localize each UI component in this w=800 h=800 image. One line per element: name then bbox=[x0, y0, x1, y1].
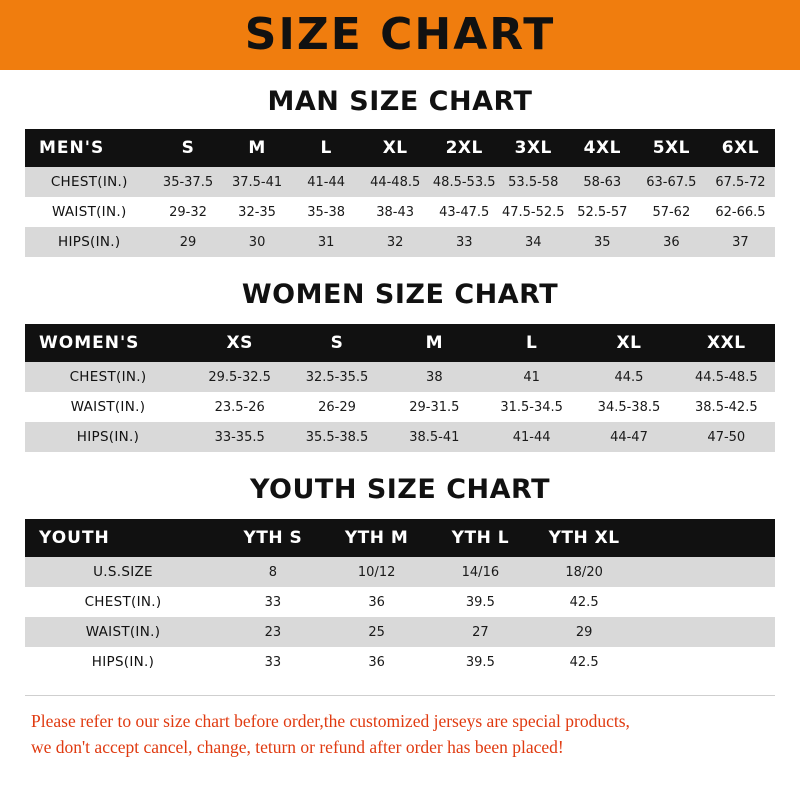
table-cell: 42.5 bbox=[532, 587, 636, 617]
table-cell: 41-44 bbox=[483, 422, 580, 452]
table-cell-spacer bbox=[636, 557, 775, 587]
table-cell: 44.5 bbox=[580, 362, 677, 392]
table-cell: 38.5-41 bbox=[386, 422, 483, 452]
footer-line-1: Please refer to our size chart before order,the customized jerseys are special products, bbox=[31, 711, 630, 731]
table-cell: 41 bbox=[483, 362, 580, 392]
column-header: M bbox=[425, 333, 444, 353]
column-header: MEN'S bbox=[39, 138, 105, 158]
table-row bbox=[25, 587, 775, 617]
row-label: CHEST(IN.) bbox=[25, 587, 221, 617]
table-cell: 18/20 bbox=[532, 557, 636, 587]
column-header: M bbox=[248, 138, 266, 158]
table-cell: 33-35.5 bbox=[191, 422, 288, 452]
table-row bbox=[25, 197, 775, 227]
table-cell: 10/12 bbox=[325, 557, 429, 587]
table-row bbox=[25, 647, 775, 677]
table-cell: 63-67.5 bbox=[637, 167, 706, 197]
column-header: YTH L bbox=[451, 528, 510, 548]
table-header-row bbox=[25, 129, 775, 167]
row-label: HIPS(IN.) bbox=[25, 227, 154, 257]
table-row bbox=[25, 392, 775, 422]
section-title-men: MAN SIZE CHART bbox=[267, 86, 533, 117]
table-cell: 43-47.5 bbox=[430, 197, 499, 227]
table-cell: 29 bbox=[532, 617, 636, 647]
column-header: XS bbox=[226, 333, 253, 353]
table-cell: 32 bbox=[361, 227, 430, 257]
column-header: XXL bbox=[707, 333, 746, 353]
footer-line-2: we don't accept cancel, change, teturn or refund after order has been placed! bbox=[31, 737, 564, 758]
row-label: CHEST(IN.) bbox=[25, 362, 191, 392]
column-header: 2XL bbox=[445, 138, 483, 158]
table-cell: 35 bbox=[568, 227, 637, 257]
table-cell: 27 bbox=[429, 617, 533, 647]
column-header: WOMEN'S bbox=[39, 333, 140, 353]
column-header: S bbox=[330, 333, 344, 353]
table-cell: 44-48.5 bbox=[361, 167, 430, 197]
table-row bbox=[25, 557, 775, 587]
column-header: YTH S bbox=[243, 528, 303, 548]
men-size-table bbox=[25, 129, 775, 257]
table-cell: 14/16 bbox=[429, 557, 533, 587]
column-header: 4XL bbox=[583, 138, 621, 158]
table-cell: 8 bbox=[221, 557, 325, 587]
table-cell: 48.5-53.5 bbox=[430, 167, 499, 197]
table-cell: 23 bbox=[221, 617, 325, 647]
table-cell: 34 bbox=[499, 227, 568, 257]
row-label: WAIST(IN.) bbox=[25, 197, 154, 227]
table-cell: 33 bbox=[221, 587, 325, 617]
column-header-spacer bbox=[636, 519, 775, 557]
column-header: YOUTH bbox=[39, 528, 110, 548]
table-cell: 36 bbox=[637, 227, 706, 257]
table-cell: 29.5-32.5 bbox=[191, 362, 288, 392]
table-cell-spacer bbox=[636, 647, 775, 677]
table-cell: 44-47 bbox=[580, 422, 677, 452]
table-cell: 52.5-57 bbox=[568, 197, 637, 227]
table-cell: 62-66.5 bbox=[706, 197, 775, 227]
table-cell: 38 bbox=[386, 362, 483, 392]
table-header-row bbox=[25, 324, 775, 362]
table-cell-spacer bbox=[636, 587, 775, 617]
table-cell: 53.5-58 bbox=[499, 167, 568, 197]
table-cell: 41-44 bbox=[292, 167, 361, 197]
table-cell: 29-32 bbox=[154, 197, 223, 227]
table-cell: 36 bbox=[325, 587, 429, 617]
column-header: YTH XL bbox=[548, 528, 620, 548]
table-cell: 38.5-42.5 bbox=[678, 392, 775, 422]
table-cell: 36 bbox=[325, 647, 429, 677]
table-cell: 33 bbox=[221, 647, 325, 677]
content-area bbox=[0, 86, 800, 761]
table-cell: 33 bbox=[430, 227, 499, 257]
table-cell: 35-37.5 bbox=[154, 167, 223, 197]
table-row bbox=[25, 362, 775, 392]
column-header: 3XL bbox=[514, 138, 552, 158]
table-cell: 58-63 bbox=[568, 167, 637, 197]
table-row bbox=[25, 167, 775, 197]
table-row bbox=[25, 227, 775, 257]
table-cell: 32-35 bbox=[223, 197, 292, 227]
row-label: HIPS(IN.) bbox=[25, 647, 221, 677]
header-banner bbox=[0, 0, 800, 70]
table-cell: 29 bbox=[154, 227, 223, 257]
section-title-youth: YOUTH SIZE CHART bbox=[249, 474, 551, 505]
table-cell: 30 bbox=[223, 227, 292, 257]
table-row bbox=[25, 617, 775, 647]
table-cell: 39.5 bbox=[429, 587, 533, 617]
column-header: L bbox=[525, 333, 538, 353]
table-cell: 67.5-72 bbox=[706, 167, 775, 197]
table-cell: 57-62 bbox=[637, 197, 706, 227]
row-label: WAIST(IN.) bbox=[25, 392, 191, 422]
table-cell: 47-50 bbox=[678, 422, 775, 452]
table-row bbox=[25, 422, 775, 452]
table-cell: 31.5-34.5 bbox=[483, 392, 580, 422]
row-label: WAIST(IN.) bbox=[25, 617, 221, 647]
page-title: SIZE CHART bbox=[244, 9, 556, 60]
table-cell: 47.5-52.5 bbox=[499, 197, 568, 227]
row-label: HIPS(IN.) bbox=[25, 422, 191, 452]
table-cell: 42.5 bbox=[532, 647, 636, 677]
footer-disclaimer bbox=[25, 695, 775, 761]
column-header: XL bbox=[382, 138, 408, 158]
table-cell: 31 bbox=[292, 227, 361, 257]
table-cell-spacer bbox=[636, 617, 775, 647]
table-cell: 37 bbox=[706, 227, 775, 257]
table-cell: 35-38 bbox=[292, 197, 361, 227]
table-cell: 35.5-38.5 bbox=[288, 422, 385, 452]
column-header: 5XL bbox=[652, 138, 690, 158]
table-cell: 25 bbox=[325, 617, 429, 647]
column-header: 6XL bbox=[721, 138, 760, 158]
table-cell: 38-43 bbox=[361, 197, 430, 227]
table-header-row bbox=[25, 519, 775, 557]
women-size-table bbox=[25, 324, 775, 452]
table-cell: 32.5-35.5 bbox=[288, 362, 385, 392]
youth-size-table bbox=[25, 519, 775, 677]
row-label: CHEST(IN.) bbox=[25, 167, 154, 197]
column-header: XL bbox=[616, 333, 642, 353]
table-cell: 39.5 bbox=[429, 647, 533, 677]
column-header: L bbox=[320, 138, 332, 158]
table-cell: 34.5-38.5 bbox=[580, 392, 677, 422]
column-header: YTH M bbox=[344, 528, 409, 548]
table-cell: 44.5-48.5 bbox=[678, 362, 775, 392]
table-cell: 26-29 bbox=[288, 392, 385, 422]
section-title-women: WOMEN SIZE CHART bbox=[241, 279, 559, 310]
table-cell: 37.5-41 bbox=[223, 167, 292, 197]
table-cell: 29-31.5 bbox=[386, 392, 483, 422]
column-header: S bbox=[181, 138, 195, 158]
row-label: U.S.SIZE bbox=[25, 557, 221, 587]
table-cell: 23.5-26 bbox=[191, 392, 288, 422]
